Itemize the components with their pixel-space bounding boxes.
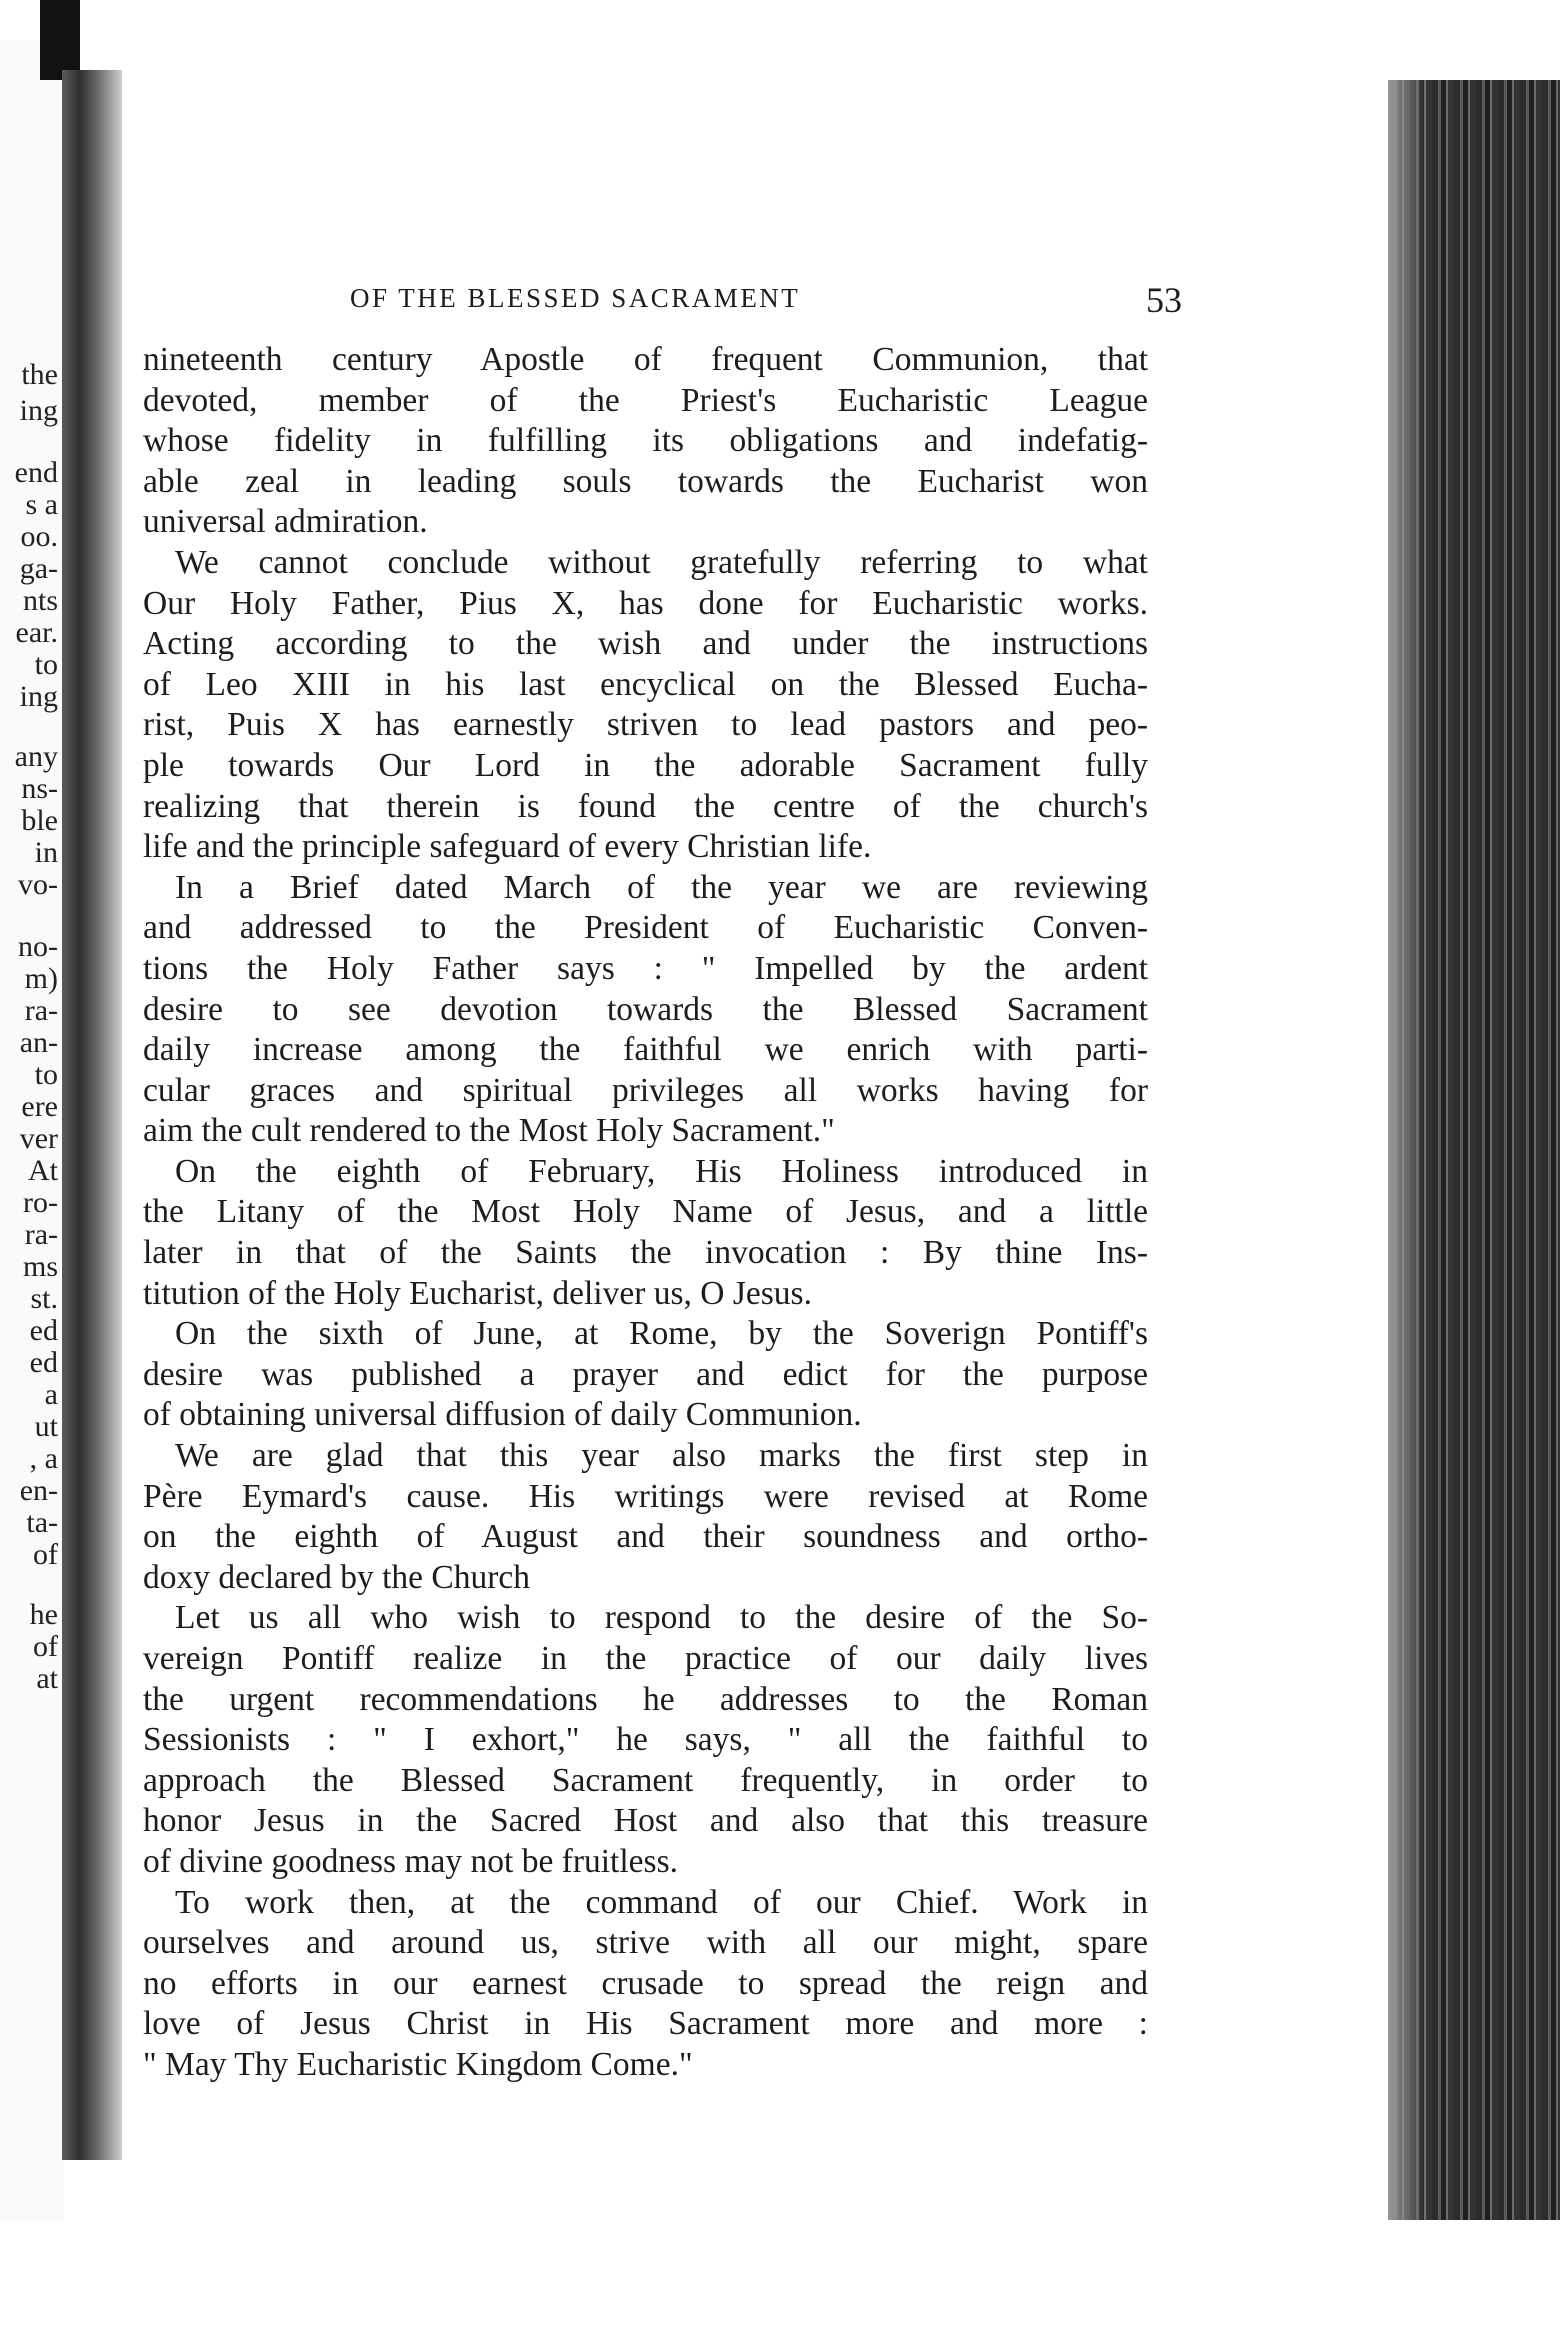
facing-page-fragment: to — [34, 648, 58, 681]
running-title: OF THE BLESSED SACRAMENT — [350, 283, 801, 313]
book-gutter — [62, 70, 122, 2160]
text-line: Père Eymard's cause. His writings were revised at Rome — [143, 1477, 1148, 1515]
text-line: We are glad that this year also marks the first step in — [175, 1437, 1148, 1475]
facing-page-fragment: ns- — [21, 772, 58, 805]
facing-page-fragment: ear. — [15, 616, 58, 649]
text-line: life and the principle safeguard of every Christian life. — [143, 828, 872, 866]
facing-page-fragment: of — [33, 1630, 58, 1663]
facing-page-fragment: ro- — [23, 1186, 58, 1219]
text-line: of obtaining universal diffusion of daily Communion. — [143, 1396, 862, 1434]
facing-page-fragment: m) — [24, 962, 58, 995]
text-line: Our Holy Father, Pius X, has done for Eucharistic works. — [143, 584, 1148, 622]
facing-page-fragment: s a — [25, 488, 58, 521]
text-line: aim the cult rendered to the Most Holy Sacrament." — [143, 1112, 835, 1150]
text-line: of Leo XIII in his last encyclical on the Blessed Eucha- — [143, 665, 1148, 703]
text-line: cular graces and spiritual privileges all works having for — [143, 1071, 1148, 1109]
text-line: honor Jesus in the Sacred Host and also that this treasure — [143, 1802, 1148, 1840]
text-line: desire was published a prayer and edict for the purpose — [143, 1355, 1148, 1393]
text-line: ourselves and around us, strive with all our might, spare — [143, 1924, 1148, 1962]
facing-page-fragment: ed — [29, 1314, 58, 1347]
text-line: desire to see devotion towards the Blessed Sacrament — [143, 990, 1148, 1028]
facing-page-fragment: any — [14, 740, 58, 773]
page-bottom-margin — [0, 2220, 1560, 2336]
page-edge-top — [1388, 0, 1560, 80]
text-line: the urgent recommendations he addresses to the Roman — [143, 1680, 1148, 1718]
text-line: On the sixth of June, at Rome, by the Soverign Pontiff's — [175, 1315, 1148, 1353]
text-line: rist, Puis X has earnestly striven to lead pastors and peo- — [143, 706, 1148, 744]
facing-page-fragment: ms — [22, 1250, 58, 1283]
text-line: " May Thy Eucharistic Kingdom Come." — [143, 2045, 693, 2083]
text-line: nineteenth century Apostle of frequent Communion, that — [143, 341, 1148, 378]
text-line: devoted, member of the Priest's Eucharistic League — [143, 381, 1148, 419]
facing-page-fragment: ing — [19, 394, 58, 427]
text-line: whose fidelity in fulfilling its obligations and indefatig- — [143, 422, 1148, 460]
text-line: Acting according to the wish and under the instructions — [143, 625, 1148, 663]
text-line: daily increase among the faithful we enrich with parti- — [143, 1031, 1148, 1069]
facing-page-fragment: At — [28, 1154, 58, 1187]
facing-page-fragment: oo. — [20, 520, 58, 553]
facing-page-fragment: , a — [29, 1442, 58, 1475]
facing-page-fragment: no- — [18, 930, 58, 963]
text-line: love of Jesus Christ in His Sacrament more and more : — [143, 2005, 1148, 2043]
text-line: on the eighth of August and their soundness and ortho- — [143, 1518, 1148, 1556]
text-line: vereign Pontiff realize in the practice of our daily lives — [143, 1640, 1148, 1677]
facing-page-fragment: ver — [19, 1122, 58, 1155]
facing-page-fragment: en- — [19, 1474, 58, 1507]
page-number: 53 — [1146, 280, 1182, 320]
text-line: Let us all who wish to respond to the desire of the So- — [175, 1599, 1148, 1637]
text-line: and addressed to the President of Eucharistic Conven- — [143, 909, 1148, 947]
facing-page-fragment: at — [36, 1662, 58, 1695]
facing-page-fragment: of — [33, 1538, 58, 1571]
text-line: able zeal in leading souls towards the Eucharist won — [143, 462, 1148, 500]
facing-page-fragment: ga- — [19, 552, 58, 585]
facing-page-fragment: in — [34, 836, 58, 869]
facing-page-fragment: vo- — [18, 868, 58, 901]
page-edge-shade — [1388, 80, 1428, 2220]
text-line: no efforts in our earnest crusade to spread the reign and — [143, 1964, 1148, 2002]
facing-page-fragment: ra- — [24, 1218, 58, 1251]
facing-page-fragment: the — [21, 358, 58, 391]
text-line: doxy declared by the Church — [143, 1558, 530, 1596]
facing-page-fragment: end — [14, 456, 58, 489]
text-line: titution of the Holy Eucharist, deliver us, O Jesus. — [143, 1274, 812, 1312]
text-line: We cannot conclude without gratefully referring to what — [175, 543, 1148, 581]
text-line: realizing that therein is found the centre of the church's — [143, 787, 1148, 825]
text-line: In a Brief dated March of the year we are reviewing — [175, 868, 1148, 906]
facing-page-fragment: ra- — [24, 994, 58, 1027]
facing-page-fragment: he — [29, 1598, 58, 1631]
text-line: On the eighth of February, His Holiness introduced in — [175, 1152, 1148, 1190]
text-line: approach the Blessed Sacrament frequently, in order to — [143, 1761, 1148, 1799]
facing-page-strip — [0, 40, 64, 2270]
facing-page-fragment: ta- — [26, 1506, 58, 1539]
text-line: ple towards Our Lord in the adorable Sacrament fully — [143, 746, 1148, 784]
body-text — [143, 340, 1148, 2086]
facing-page-fragment: ut — [34, 1410, 58, 1443]
text-line: Sessionists : " I exhort," he says, " all the faithful to — [143, 1721, 1148, 1759]
facing-page-fragment: ble — [21, 804, 58, 837]
text-line: tions the Holy Father says : " Impelled by the ardent — [143, 949, 1148, 987]
text-line: To work then, at the command of our Chief. Work in — [175, 1883, 1148, 1921]
text-line: universal admiration. — [143, 503, 428, 541]
facing-page-fragment: ere — [21, 1090, 58, 1123]
gutter-shadow-top — [40, 0, 80, 80]
facing-page-fragment: a — [44, 1378, 58, 1411]
facing-page-fragment: to — [34, 1058, 58, 1091]
text-line: the Litany of the Most Holy Name of Jesus, and a little — [143, 1193, 1148, 1231]
facing-page-fragment: an- — [19, 1026, 58, 1059]
facing-page-fragment: ed — [29, 1346, 58, 1379]
facing-page-fragment: ing — [19, 680, 58, 713]
text-line: later in that of the Saints the invocation : By thine Ins- — [143, 1234, 1148, 1272]
facing-page-fragment: nts — [22, 584, 58, 617]
text-line: of divine goodness may not be fruitless. — [143, 1842, 678, 1880]
facing-page-fragment: st. — [30, 1282, 58, 1315]
